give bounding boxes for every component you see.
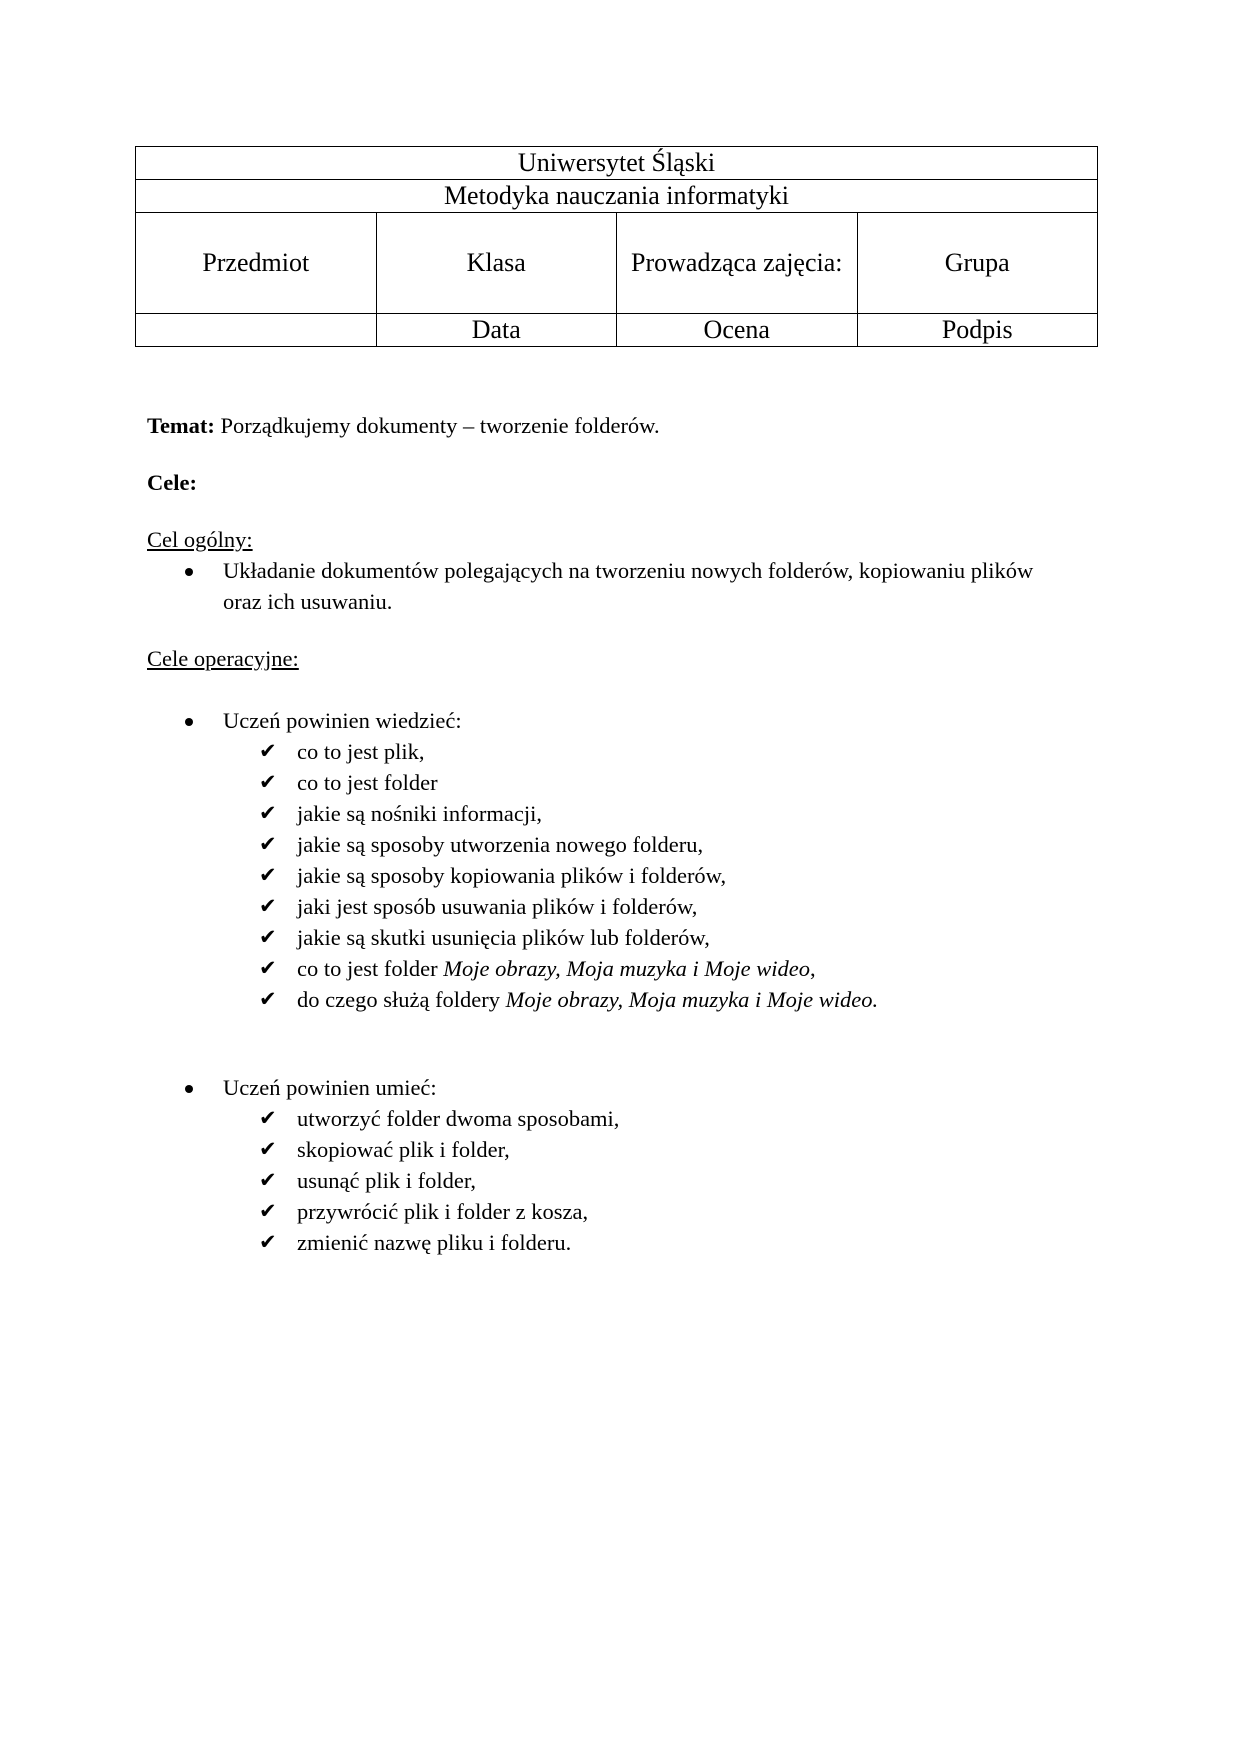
bullet-dot-icon (185, 568, 193, 576)
list-item (147, 798, 1077, 829)
checkmark-icon: ✔ (259, 1106, 277, 1130)
checkmark-icon: ✔ (259, 956, 277, 980)
lesson-body (147, 410, 1077, 1258)
check-item-text: jakie są nośniki informacji, (297, 801, 542, 826)
umiec-label: Uczeń powinien umieć: (223, 1075, 437, 1100)
checkmark-icon: ✔ (259, 770, 277, 794)
list-item (147, 984, 1077, 1015)
empty-cell (136, 314, 377, 347)
cel-ogolny-text: Układanie dokumentów polegających na tworzeniu nowych folderów, kopiowaniu plików oraz ich usuwaniu. (223, 558, 1034, 614)
cel-ogolny-list (147, 555, 1077, 617)
list-item (147, 767, 1077, 798)
wiedziec-checklist (147, 736, 1077, 1015)
list-item (147, 555, 1077, 617)
check-item-text: jaki jest sposób usuwania plików i folderów, (297, 894, 698, 919)
check-item-text: co to jest plik, (297, 739, 425, 764)
check-item-text: jakie są skutki usunięcia plików lub folderów, (297, 925, 710, 950)
wiedziec-label: Uczeń powinien wiedzieć: (223, 708, 462, 733)
check-item-text: jakie są sposoby kopiowania plików i folderów, (297, 863, 727, 888)
check-item-text: zmienić nazwę pliku i folderu. (297, 1230, 572, 1255)
cel-ogolny-heading: Cel ogólny: (147, 527, 253, 552)
checkmark-icon: ✔ (259, 1199, 277, 1223)
list-item (147, 953, 1077, 984)
check-item-text: do czego służą foldery (297, 987, 506, 1012)
check-item-suffix: , (810, 956, 816, 981)
checkmark-icon: ✔ (259, 801, 277, 825)
temat-text: Porządkujemy dokumenty – tworzenie folderów. (214, 413, 660, 438)
checkmark-icon: ✔ (259, 832, 277, 856)
list-item (147, 705, 1077, 736)
check-item-text: usunąć plik i folder, (297, 1168, 477, 1193)
list-item (147, 1103, 1077, 1134)
list-item (147, 1165, 1077, 1196)
temat-line (147, 410, 1077, 441)
list-item (147, 860, 1077, 891)
wiedziec-list (147, 705, 1077, 736)
header-table (135, 146, 1098, 347)
list-item (147, 891, 1077, 922)
list-item (147, 1227, 1077, 1258)
folder-names-italic: Moje obrazy, Moja muzyka i Moje wideo. (505, 987, 879, 1012)
bullet-dot-icon (185, 718, 193, 726)
label-prowadzaca: Prowadząca zajęcia: (617, 213, 858, 314)
university-name: Uniwersytet Śląski (136, 147, 1098, 180)
checkmark-icon: ✔ (259, 1137, 277, 1161)
temat-label: Temat: (147, 413, 215, 438)
checkmark-icon: ✔ (259, 739, 277, 763)
cele-heading (147, 467, 1077, 498)
check-item-text: skopiować plik i folder, (297, 1137, 510, 1162)
list-item (147, 829, 1077, 860)
checkmark-icon: ✔ (259, 1230, 277, 1254)
check-item-text: jakie są sposoby utworzenia nowego folderu, (297, 832, 704, 857)
checkmark-icon: ✔ (259, 863, 277, 887)
course-name: Metodyka nauczania informatyki (136, 180, 1098, 213)
checkmark-icon: ✔ (259, 894, 277, 918)
list-item (147, 1072, 1077, 1103)
list-item (147, 1134, 1077, 1165)
list-item (147, 1196, 1077, 1227)
checkmark-icon: ✔ (259, 1168, 277, 1192)
bullet-dot-icon (185, 1085, 193, 1093)
cele-label: Cele: (147, 470, 197, 495)
label-grupa: Grupa (857, 213, 1098, 314)
label-data: Data (376, 314, 617, 347)
umiec-checklist (147, 1103, 1077, 1258)
cele-operacyjne-heading: Cele operacyjne: (147, 646, 299, 671)
folder-names-italic: Moje obrazy, Moja muzyka i Moje wideo (443, 956, 811, 981)
label-podpis: Podpis (857, 314, 1098, 347)
label-klasa: Klasa (376, 213, 617, 314)
checkmark-icon: ✔ (259, 987, 277, 1011)
list-item (147, 922, 1077, 953)
checkmark-icon: ✔ (259, 925, 277, 949)
check-item-text: co to jest folder (297, 770, 438, 795)
label-ocena: Ocena (617, 314, 858, 347)
list-item (147, 736, 1077, 767)
check-item-text: przywrócić plik i folder z kosza, (297, 1199, 589, 1224)
check-item-text: utworzyć folder dwoma sposobami, (297, 1106, 620, 1131)
check-item-text: co to jest folder (297, 956, 444, 981)
umiec-list (147, 1072, 1077, 1103)
label-przedmiot: Przedmiot (136, 213, 377, 314)
